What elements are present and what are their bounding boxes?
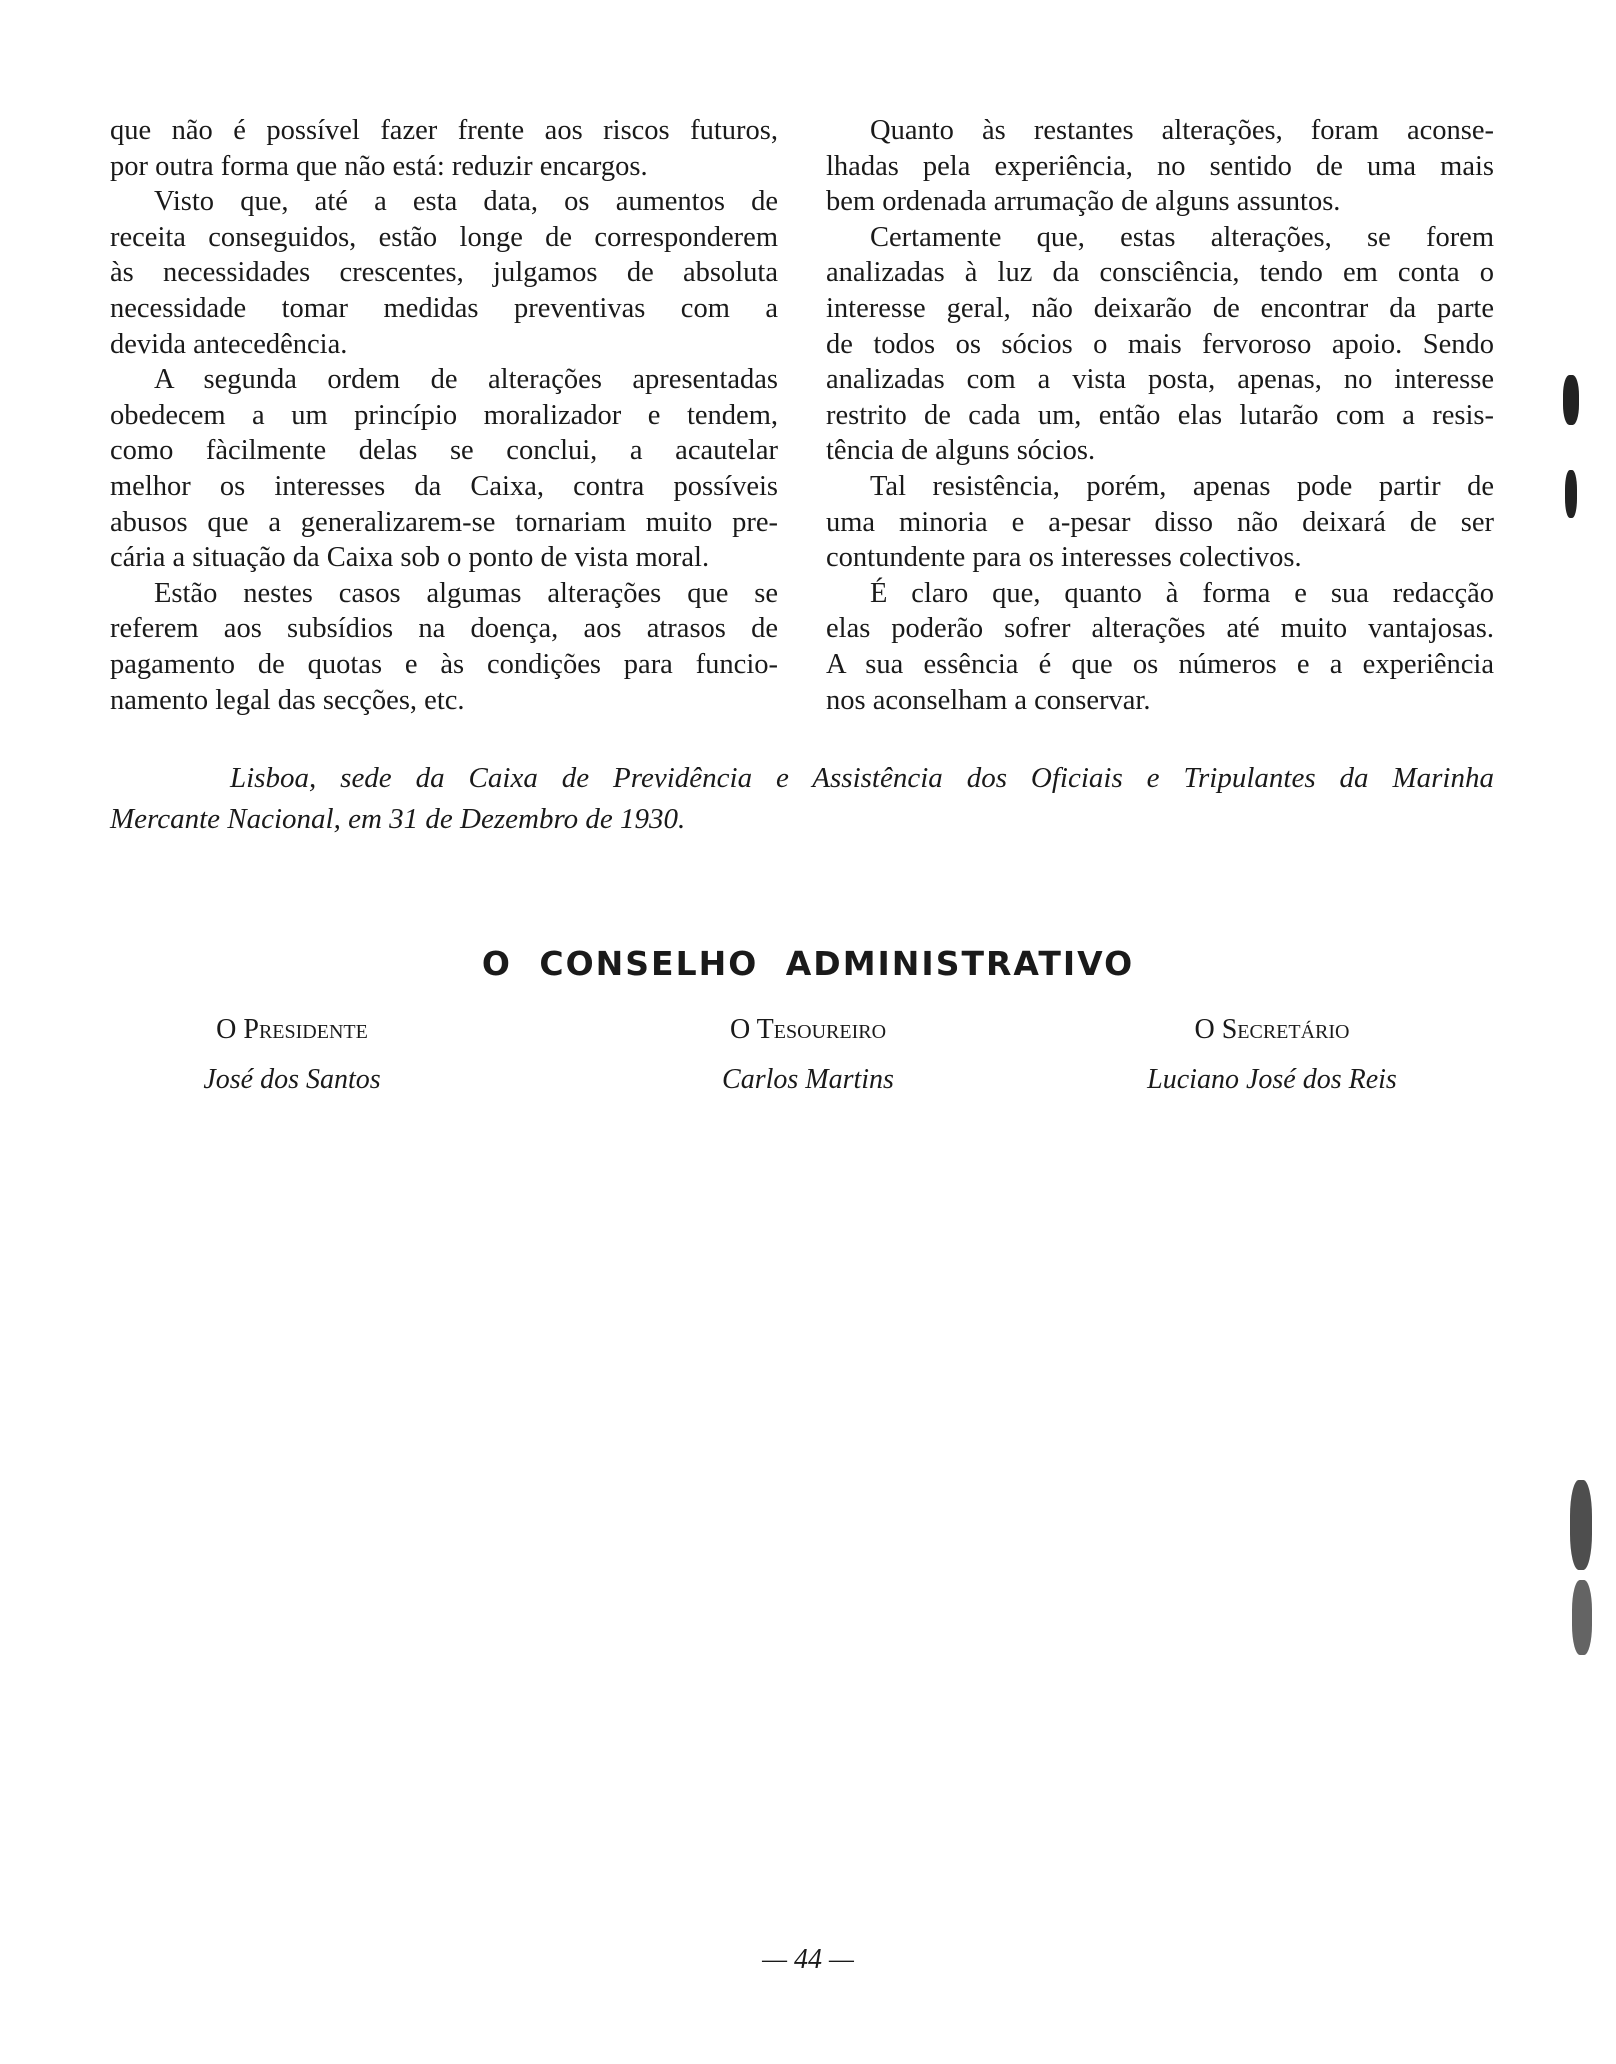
text-line: receita conseguidos, estão longe de corresponderem <box>110 221 778 253</box>
left-column <box>110 113 778 718</box>
text-line: por outra forma que não está: reduzir encargos. <box>110 150 648 182</box>
member-role: O Secretário <box>1194 1014 1350 1045</box>
scan-artifact <box>1572 1580 1592 1655</box>
text-line: pagamento de quotas e às condições para funcio- <box>110 648 778 680</box>
text-line: analizadas à luz da consciência, tendo em conta o <box>826 257 1494 289</box>
text-line: contundente para os interesses colectivos. <box>826 542 1302 574</box>
text-line: devida antecedência. <box>110 328 348 360</box>
text-line: namento legal das secções, etc. <box>110 684 465 716</box>
text-line: referem aos subsídios na doença, aos atrasos de <box>110 613 778 645</box>
text-line: uma minoria e a-pesar disso não deixará de ser <box>826 506 1494 538</box>
member-treasurer <box>608 1014 1008 1096</box>
member-name: Luciano José dos Reis <box>1147 1064 1397 1095</box>
text-line: Visto que, até a esta data, os aumentos de <box>154 186 778 218</box>
text-line: bem ordenada arrumação de alguns assuntos. <box>826 186 1341 218</box>
paragraph <box>826 220 1494 469</box>
paragraph <box>826 576 1494 718</box>
text-line: cária a situação da Caixa sob o ponto de vista moral. <box>110 542 710 574</box>
text-line: abusos que a generalizarem-se tornariam muito pre- <box>110 506 778 538</box>
scan-artifact <box>1565 470 1577 518</box>
text-line: de todos os sócios o mais fervoroso apoio. Sendo <box>826 328 1494 360</box>
text-line: interesse geral, não deixarão de encontrar da parte <box>826 292 1494 324</box>
text-line: Estão nestes casos algumas alterações que se <box>154 577 778 609</box>
text-line: como fàcilmente delas se conclui, a acautelar <box>110 435 778 467</box>
text-line: melhor os interesses da Caixa, contra possíveis <box>110 470 778 502</box>
text-line: Tal resistência, porém, apenas pode partir de <box>870 470 1494 502</box>
member-name: Carlos Martins <box>722 1064 894 1095</box>
paragraph <box>110 362 778 576</box>
text-line: às necessidades crescentes, julgamos de absoluta <box>110 257 778 289</box>
text-line: elas poderão sofrer alterações até muito vantajosas. <box>826 613 1494 645</box>
member-president <box>92 1014 492 1096</box>
text-line: A sua essência é que os números e a experiência <box>826 648 1494 680</box>
text-line: Certamente que, estas alterações, se forem <box>870 221 1494 253</box>
paragraph <box>826 113 1494 220</box>
paragraph <box>110 184 778 362</box>
scan-artifact <box>1563 375 1579 425</box>
text-line: Quanto às restantes alterações, foram aconse- <box>870 115 1494 146</box>
scan-artifact <box>1570 1480 1592 1570</box>
text-line: nos aconselham a conservar. <box>826 684 1151 716</box>
member-name: José dos Santos <box>203 1064 381 1095</box>
text-line: A segunda ordem de alterações apresentadas <box>154 364 778 396</box>
text-line: que não é possível fazer frente aos riscos futuros, <box>110 115 778 146</box>
council-heading: O CONSELHO ADMINISTRATIVO <box>481 944 1135 983</box>
right-column <box>826 113 1494 718</box>
text-line: obedecem a um princípio moralizador e tendem, <box>110 399 778 431</box>
place-line-2: Mercante Nacional, em 31 de Dezembro de 1930. <box>110 803 686 835</box>
text-line: lhadas pela experiência, no sentido de uma mais <box>826 150 1494 182</box>
paragraph <box>110 576 778 718</box>
place-line-1: Lisboa, sede da Caixa de Previdência e Assistência dos Oficiais e Tripulantes da Marinha <box>230 762 1494 794</box>
place-and-date <box>110 758 1494 840</box>
paragraph <box>110 113 778 184</box>
page-number: — 44 — <box>762 1944 854 1975</box>
member-role: O Presidente <box>216 1014 368 1045</box>
text-line: analizadas com a vista posta, apenas, no interesse <box>826 364 1494 396</box>
paragraph <box>826 469 1494 576</box>
text-line: necessidade tomar medidas preventivas com a <box>110 292 778 324</box>
text-line: restrito de cada um, então elas lutarão com a resis- <box>826 399 1494 431</box>
text-line: É claro que, quanto à forma e sua redacção <box>870 577 1494 609</box>
text-line: tência de alguns sócios. <box>826 435 1096 467</box>
member-role: O Tesoureiro <box>729 1014 887 1045</box>
member-secretary <box>1072 1014 1472 1096</box>
